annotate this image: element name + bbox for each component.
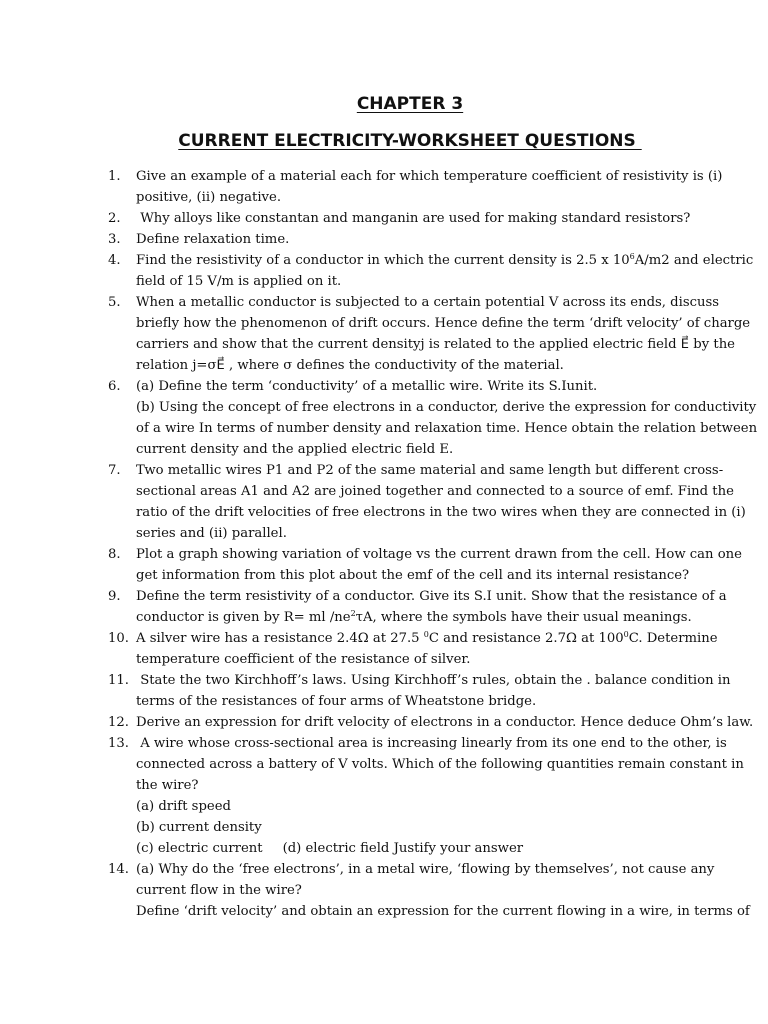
question-number: 10. xyxy=(108,631,129,646)
question-number: 14. xyxy=(108,862,129,877)
question-number: 3. xyxy=(108,232,121,247)
question-item: 2. Why alloys like constantan and manganin are used for making standard resistors? xyxy=(0,208,732,229)
question-item: 11. State the two Kirchhoff’s laws. Using Kirchhoff’s rules, obtain the . balance condition in terms of the resistances of four arms of Wheatstone bridge. xyxy=(0,670,732,712)
question-item: 10. A silver wire has a resistance 2.4Ω at 27.5 $^0$C and resistance 2.7Ω at $100^0C$. Determine temperature coefficient of the resistance of silver. xyxy=(108,630,718,667)
question-number: 7. xyxy=(108,463,121,478)
question-item: 6. (a) Define the term ‘conductivity’ of a metallic wire. Write its S.Iunit. (b) Using the concept of free electrons in a conductor, derive the expression for conductivity of a wire In terms of number density and relaxation time. Hence obtain the relation between current density and the applied electric field E. xyxy=(0,376,732,460)
question-number: 8. xyxy=(108,547,121,562)
question-item: 1. Give an example of a material each for which temperature coefficient of resistivity is (i) positive, (ii) negative. xyxy=(0,166,732,208)
question-number: 6. xyxy=(108,379,121,394)
question-item: 4. Find the resistivity of a conductor in which the current density is 2.5 x $10^6A/m2$ and electric field of 15 V/m is applied on it. xyxy=(108,252,754,289)
question-item: 13. A wire whose cross-sectional area is increasing linearly from its one end to the other, is connected across a battery of V volts. Which of the following quantities remain constant in the wire? (a) drift speed (b) current density (c) electric current (d) electric field Justify your answer xyxy=(0,733,732,859)
question-number: 1. xyxy=(108,169,121,184)
question-item: 14. (a) Why do the ‘free electrons’, in a metal wire, ‘flowing by themselves’, not cause any current flow in the wire? Define ‘drift velocity’ and obtain an expression for the current flowing in a wire, in terms of xyxy=(0,859,732,922)
question-item: 3. Define relaxation time. xyxy=(0,229,732,250)
question-number: 12. xyxy=(108,715,129,730)
question-number: 5. xyxy=(108,295,121,310)
question-number: 9. xyxy=(108,589,121,604)
question-item: 5. When a metallic conductor is subjected to a certain potential V across its ends, discuss briefly how the phenomenon of drift occurs. Hence define the term ‘drift velocity’ of charge carriers and show that the current densityj is related to the applied electric field E⃗ by the relation j=σE⃗ , where σ defines the conductivity of the material. xyxy=(0,292,732,376)
question-item: 12. Derive an expression for drift velocity of electrons in a conductor. Hence deduce Ohm’s law. xyxy=(0,712,732,733)
question-item: 8. Plot a graph showing variation of voltage vs the current drawn from the cell. How can one get information from this plot about the emf of the cell and its internal resistance? xyxy=(0,544,732,586)
chapter-heading: CHAPTER 3 xyxy=(356,94,464,114)
question-item: 9. Define the term resistivity of a conductor. Give its S.I unit. Show that the resistance of a conductor is given by R= ml $/ne^2\tau A$, where the symbols have their usual meanings. xyxy=(0,586,732,628)
worksheet-title: CURRENT ELECTRICITY-WORKSHEET QUESTIONS xyxy=(178,131,642,151)
question-number: 13. xyxy=(108,736,129,751)
question-number: 4. xyxy=(108,253,121,268)
question-list xyxy=(0,166,758,922)
question-number: 2. xyxy=(108,211,121,226)
question-number: 11. xyxy=(108,673,129,688)
question-item: 7. Two metallic wires P1 and P2 of the same material and same length but different cross- sectional areas A1 and A2 are joined together and connected to a source of emf. Find the ratio of the drift velocities of free electrons in the two wires when they are connected in (i) series and (ii) parallel. xyxy=(0,460,732,544)
